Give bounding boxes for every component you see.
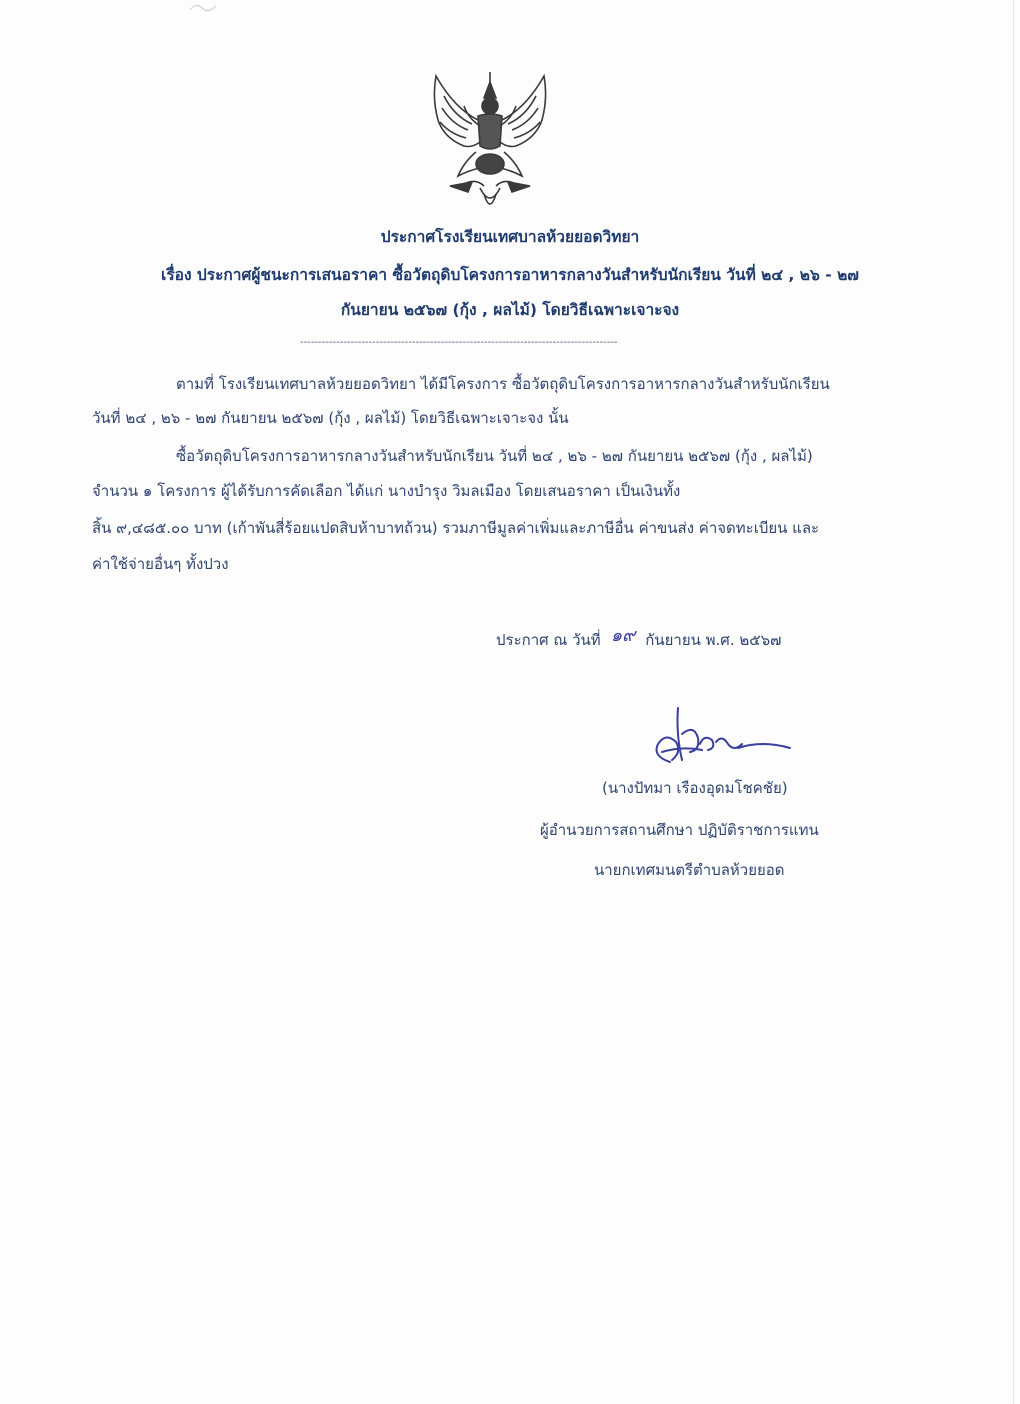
scan-mark-icon <box>188 0 218 14</box>
garuda-emblem-icon <box>424 68 556 216</box>
signatory-position-line2: นายกเทศมนตรีตำบลห้วยยอด <box>594 861 785 879</box>
announcement-date-suffix: กันยายน พ.ศ. ๒๕๖๗ <box>645 631 782 649</box>
body-paragraph2-line3: สิ้น ๙,๔๘๕.๐๐ บาท (เก้าพันสี่ร้อยแปดสิบห้าบาทถ้วน) รวมภาษีมูลค่าเพิ่มและภาษีอื่น ค่าขนส่ง ค่าจดทะเบียน และ <box>92 519 820 537</box>
signatory-position-line1: ผู้อำนวยการสถานศึกษา ปฏิบัติราชการแทน <box>540 821 819 839</box>
document-subject-line2: กันยายน ๒๕๖๗ (กุ้ง , ผลไม้) โดยวิธีเฉพาะเจาะจง <box>340 301 680 319</box>
body-paragraph1-line2: วันที่ ๒๔ , ๒๖ - ๒๗ กันยายน ๒๕๖๗ (กุ้ง , ผลไม้) โดยวิธีเฉพาะเจาะจง นั้น <box>92 409 569 427</box>
body-paragraph1-line1: ตามที่ โรงเรียนเทศบาลห้วยยอดวิทยา ได้มีโครงการ ซื้อวัตถุดิบโครงการอาหารกลางวันสำหรับนักเรียน <box>176 375 830 393</box>
document-subject-line1: เรื่อง ประกาศผู้ชนะการเสนอราคา ซื้อวัตถุดิบโครงการอาหารกลางวันสำหรับนักเรียน วันที่ ๒๔ , ๒๖ - ๒๗ <box>161 266 859 284</box>
body-paragraph2-line1: ซื้อวัตถุดิบโครงการอาหารกลางวันสำหรับนักเรียน วันที่ ๒๔ , ๒๖ - ๒๗ กันยายน ๒๕๖๗ (กุ้ง , ผลไม้) <box>176 447 813 465</box>
body-paragraph2-line2: จำนวน ๑ โครงการ ผู้ได้รับการคัดเลือก ได้แก่ นางบำรุง วิมลเมือง โดยเสนอราคา เป็นเงินทั้ง <box>92 482 681 500</box>
announcement-day-handwritten: ๑๙ <box>610 625 636 646</box>
document-title: ประกาศโรงเรียนเทศบาลห้วยยอดวิทยา <box>380 228 640 246</box>
separator-line: ---------------------------------------------------------------------------------------- <box>300 337 618 348</box>
signatory-name: (นางปัทมา เรืองอุดมโชคชัย) <box>602 779 788 797</box>
handwritten-signature-icon <box>642 704 792 770</box>
announcement-date <box>496 624 781 653</box>
body-paragraph2-line4: ค่าใช้จ่ายอื่นๆ ทั้งปวง <box>92 555 229 573</box>
announcement-date-prefix: ประกาศ ณ วันที่ <box>496 631 601 649</box>
scan-edge-line <box>1013 0 1014 1404</box>
